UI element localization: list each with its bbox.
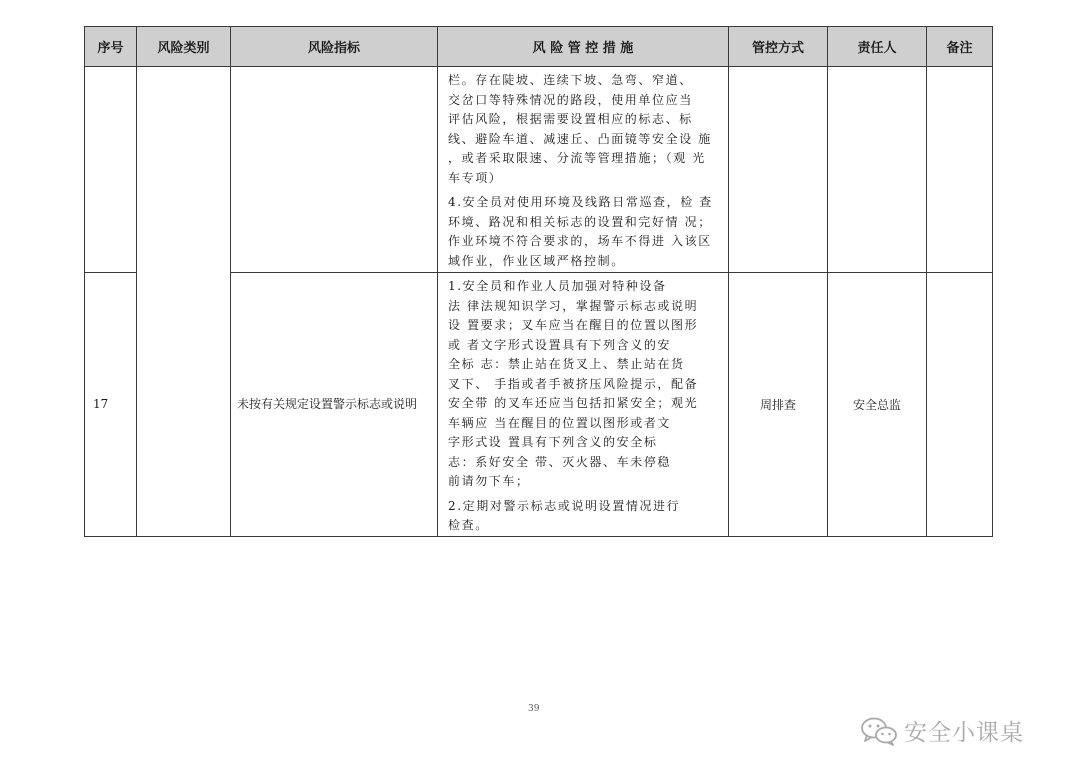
row-method: 周排查 xyxy=(729,273,828,537)
row-measures xyxy=(438,67,729,273)
row-category xyxy=(137,67,231,537)
header-remarks: 备注 xyxy=(927,27,993,67)
row-measures xyxy=(438,273,729,537)
risk-control-table xyxy=(84,26,993,537)
row-responsible: 安全总监 xyxy=(828,273,927,537)
row-method xyxy=(729,67,828,273)
header-method: 管控方式 xyxy=(729,27,828,67)
measure-paragraph: 4.安全员对使用环境及线路日常巡查，检 查 环境、路况和相关标志的设置和完好情 况； 作业环境不符合要求的，场车不得进 入该区 域作业，作业区域严格控制。 xyxy=(448,195,713,268)
watermark xyxy=(860,714,1024,747)
header-responsible: 责任人 xyxy=(828,27,927,67)
measure-paragraph: 栏。存在陡坡、连续下坡、急弯、窄道、 交岔口等特殊情况的路段，使用单位应当 评估风险，根据需要设置相应的标志、标 线、避险车道、减速丘、凸面镜等安全设 施 ，或者采取限速、分流等管理措施；（观 光 车专项） xyxy=(448,73,712,185)
table-row xyxy=(85,67,993,273)
measure-paragraph: 1.安全员和作业人员加强对特种设备 法 律法规知识学习，掌握警示标志或说明 设 置要求；叉车应当在醒目的位置以图形 或 者文字形式设置具有下列含义的安 全标 志：禁止站在货叉上、禁止站在货 叉下、 手指或者手被挤压风险提示，配备 安全带 的叉车还应当包括扣紧安全；观光 车辆应 当在醒目的位置以图形或者文 字形式设 置具有下列含义的安全标 志：系好安全 带、灭火器、车未停稳 前请勿下车； xyxy=(448,279,699,488)
row-remarks xyxy=(927,67,993,273)
row-indicator: 未按有关规定设置警示标志或说明 xyxy=(231,273,438,537)
measure-paragraph: 2.定期对警示标志或说明设置情况进行 检查。 xyxy=(448,498,681,532)
header-measures: 风 险 管 控 措 施 xyxy=(438,27,729,67)
wechat-icon xyxy=(860,716,898,746)
page-number: 39 xyxy=(528,704,540,714)
header-seq: 序号 xyxy=(85,27,137,67)
header-category: 风险类别 xyxy=(137,27,231,67)
watermark-text: 安全小课桌 xyxy=(904,720,1024,746)
table-header-row xyxy=(85,27,993,67)
row-indicator xyxy=(231,67,438,273)
row-remarks xyxy=(927,273,993,537)
row-seq xyxy=(85,67,137,273)
header-indicator: 风险指标 xyxy=(231,27,438,67)
row-responsible xyxy=(828,67,927,273)
row-seq: 17 xyxy=(85,273,137,537)
